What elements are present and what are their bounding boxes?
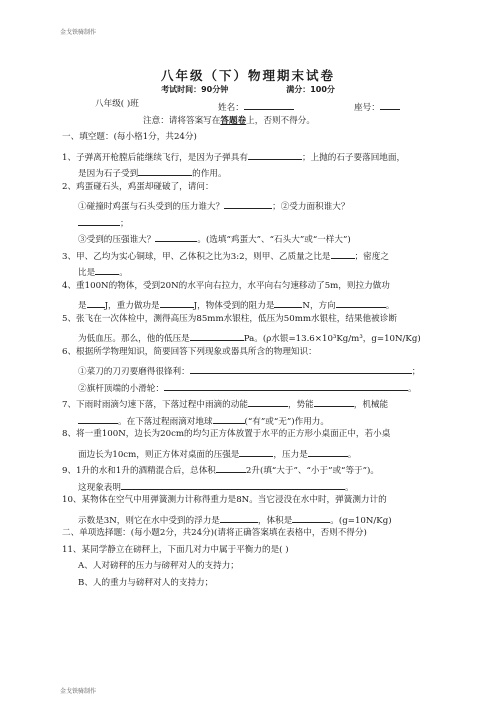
exam-time: 考试时间：90分钟 — [161, 85, 229, 94]
question-1-cont: 是因为石子受到 的作用。 — [78, 166, 227, 179]
page-header-note: 金戈铁骑制作 — [60, 29, 97, 36]
question-2-part1-cont: ； — [78, 216, 129, 229]
question-9-cont: 这现象表明 。 — [78, 480, 354, 493]
student-name-label: 姓名： — [218, 100, 294, 113]
student-class: 八年级( )班 — [95, 99, 139, 109]
question-10: 10、某物体在空气中用弹簧测力计称得重力是8N。当它浸没在水中时，弹簧测力计的 — [62, 495, 387, 505]
seat-blank — [380, 100, 400, 110]
section-fill-in: 一、填空题：(每小格1分，共24分) — [62, 132, 197, 142]
name-blank — [244, 100, 294, 110]
question-3-cont: 比是 。 — [78, 265, 128, 278]
question-2: 2、鸡蛋碰石头，鸡蛋却碰破了，请问： — [62, 182, 214, 192]
question-11-option-a: A、人对磅秤的压力与磅秤对人的支持力； — [78, 561, 239, 571]
question-7-cont: 。在下落过程雨滴对地球 (“有”或“无”)作用力。 — [78, 414, 329, 427]
question-5: 5、张飞在一次体检中，测得高压为85mm水银柱，低压为50mm水银柱，结果他被诊断 — [62, 314, 397, 324]
section-single-choice: 二、单项选择题：(每小题2分，共24分)(请将正确答案填在表格中，否则不得分) — [62, 528, 367, 538]
question-9: 9、1升的水和1升的酒精混合后，总体积 2升(填“大于”、“小于”或“等于”)。 — [62, 463, 379, 476]
exam-score: 满分：100分 — [286, 85, 335, 94]
question-7: 7、下雨时雨滴匀速下落，下落过程中雨滴的动能 ，势能 ，机械能 — [62, 397, 388, 410]
question-1: 1、子弹离开枪膛后能继续飞行，是因为子弹具有 ；上抛的石子要落回地面， — [62, 150, 405, 163]
question-4-cont: 是 J，重力做功是 J，物体受到的阻力是 N，方向 。 — [78, 298, 394, 311]
question-8-cont: 面边长为10cm，则正方体对桌面的压强是 ，压力是 。 — [78, 447, 356, 460]
question-8: 8、将一重100N，边长为20cm的均匀正方体放置于水平的正方形小桌面正中，若小桌 — [62, 429, 391, 439]
answer-note: 注意：请将答案写在答题卷上，否则不得分。 — [143, 116, 315, 126]
exam-title: 八年级（下）物理期末试卷 — [160, 68, 335, 83]
question-2-part3: ③受到的压强谁大？ 。(选填“鸡蛋大”、“石头大”或“一样大”) — [78, 232, 351, 245]
question-4: 4、重100N的物体，受到20N的水平向右拉力，水平向右匀速移动了5m，则拉力做功 — [62, 281, 390, 291]
exam-meta — [0, 84, 496, 95]
question-6-part1: ①菜刀的刀刃要磨得很锋利： ； — [78, 364, 420, 377]
question-11-option-b: B、人的重力与磅秤对人的支持力； — [78, 578, 214, 588]
question-10-cont: 示数是3N，则它在水中受到的浮力是 ，体积是 。(g=10N/Kg) — [78, 513, 392, 526]
question-11: 11、某同学静立在磅秤上，下面几对力中属于平衡力的是( ) — [62, 545, 289, 555]
student-seat-label: 座号： — [354, 100, 400, 113]
question-2-part1: ①碰撞时鸡蛋与石头受到的压力谁大？ ；②受力面积谁大？ — [78, 199, 349, 212]
page-footer-note: 金戈铁骑制作 — [60, 688, 97, 695]
question-6-part2: ②旗杆顶端的小滑轮： 。 — [78, 381, 417, 394]
question-6: 6、根据所学物理知识，简要回答下列现象或器具所含的物理知识： — [62, 347, 317, 357]
question-5-cont: 为低血压。那么，他的低压是 Pa。(ρ水银=13.6×10³Kg/m³，g=10N/Kg) — [78, 331, 421, 344]
question-3: 3、甲、乙均为实心铜球，甲、乙体积之比为3:2，则甲、乙质量之比是 ；密度之 — [62, 249, 389, 262]
